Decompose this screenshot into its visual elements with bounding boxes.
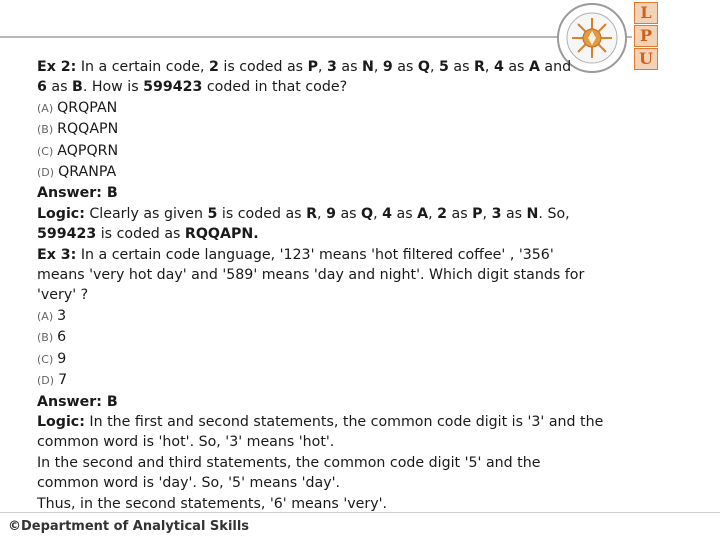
text-run: , xyxy=(428,205,438,222)
text-run: 2 xyxy=(209,59,219,75)
text-run: R xyxy=(306,205,318,222)
ex2-question-line xyxy=(37,57,677,77)
text-run: as xyxy=(392,59,418,75)
ex3-question-line xyxy=(37,245,677,265)
text-run: A xyxy=(528,59,540,75)
text-run: as xyxy=(335,205,362,222)
text-run: In a certain code, xyxy=(80,59,210,75)
text-run: R xyxy=(473,59,485,75)
text-run: as xyxy=(46,79,72,96)
text-run: as xyxy=(336,59,363,75)
text-run: B xyxy=(71,79,83,96)
ex2-option-d xyxy=(37,162,677,183)
text-run: 5 xyxy=(439,59,449,75)
text-run: is coded as xyxy=(217,205,307,222)
footer-rule xyxy=(0,512,720,513)
footer-copyright: ©Department of Analytical Skills xyxy=(8,519,250,534)
text-run: as xyxy=(501,205,527,222)
text-run: 599423 xyxy=(37,226,97,243)
option-text: AQPQRN xyxy=(57,142,119,159)
text-run: as xyxy=(392,205,418,222)
text-run: P xyxy=(472,205,483,222)
text-run: , xyxy=(373,205,383,222)
ex3-option-d xyxy=(37,370,677,391)
text-run: 3 xyxy=(491,205,502,222)
ex2-logic-line xyxy=(37,204,677,224)
text-run: In a certain code language, '123' means 'hot filtered coffee' , '356' xyxy=(76,246,554,263)
text-run: Q xyxy=(361,205,374,222)
option-text: 3 xyxy=(57,307,67,324)
text-run: P xyxy=(307,59,318,75)
option-letter: (D) xyxy=(37,166,55,180)
text-run: . So, xyxy=(538,205,570,222)
logo-letter: P xyxy=(634,25,658,47)
option-text: QRANPA xyxy=(58,164,117,181)
text-run: 6 xyxy=(37,79,47,96)
text-run: is coded as xyxy=(96,226,185,243)
ex2-option-a xyxy=(37,98,677,119)
text-run: , xyxy=(317,205,327,222)
logic-label: Logic: xyxy=(37,413,85,430)
ex3-logic-line: In the second and third statements, the common code digit '5' and the xyxy=(37,454,541,471)
slide-content xyxy=(37,57,677,514)
text-run: as xyxy=(503,59,529,75)
ex2-option-c xyxy=(37,141,677,162)
ex2-answer: Answer: B xyxy=(37,185,118,202)
option-text: QRQPAN xyxy=(57,99,118,116)
text-run: A xyxy=(417,205,429,222)
ex3-logic-line: common word is 'hot'. So, '3' means 'hot'. xyxy=(37,434,335,451)
text-run: 2 xyxy=(437,205,448,222)
text-run: 3 xyxy=(327,59,337,75)
ex3-logic-line: Thus, in the second statements, '6' means 'very'. xyxy=(37,495,387,512)
option-letter: (A) xyxy=(37,101,54,115)
ex3-option-c xyxy=(37,349,677,370)
text-run: 9 xyxy=(326,205,336,222)
text-run: Clearly as given xyxy=(84,205,208,222)
option-text: RQQAPN xyxy=(57,121,119,138)
ex3-question-line: means 'very hot day' and '589' means 'day and night'. Which digit stands for xyxy=(37,267,585,284)
text-run: , xyxy=(484,59,494,75)
text-run: , xyxy=(429,59,439,75)
ex3-question-line: 'very' ? xyxy=(37,287,89,304)
text-run: RQQAPN. xyxy=(184,226,259,243)
text-run: and xyxy=(539,59,572,75)
ex2-option-b xyxy=(37,119,677,140)
text-run: 4 xyxy=(382,205,393,222)
ex2-logic-line xyxy=(37,224,677,244)
ex2-question-line xyxy=(37,77,677,97)
ex3-title: Ex 3: xyxy=(37,246,77,263)
text-run: as xyxy=(447,205,473,222)
text-run: 4 xyxy=(493,59,504,75)
text-run: coded in that code? xyxy=(202,79,348,96)
logo-letter: U xyxy=(634,48,658,70)
option-letter: (D) xyxy=(37,374,55,388)
option-letter: (C) xyxy=(37,144,54,158)
ex2-title: Ex 2: xyxy=(37,59,77,75)
option-letter: (B) xyxy=(37,331,54,345)
ex3-answer: Answer: B xyxy=(37,393,118,410)
ex3-logic-line: common word is 'day'. So, '5' means 'day'. xyxy=(37,475,341,492)
logic-label: Logic: xyxy=(37,205,85,222)
text-run: N xyxy=(362,59,374,75)
text-run: , xyxy=(373,59,383,75)
text-run: In the first and second statements, the common code digit is '3' and the xyxy=(84,413,604,430)
ex3-option-b xyxy=(37,327,677,348)
header-rule xyxy=(0,36,632,38)
option-letter: (A) xyxy=(37,309,54,323)
text-run: , xyxy=(318,59,328,75)
ex3-logic-line xyxy=(37,412,677,432)
option-text: 7 xyxy=(58,372,68,389)
logo-letter: L xyxy=(634,2,658,24)
option-text: 9 xyxy=(57,350,67,367)
text-run: 5 xyxy=(207,205,218,222)
ex3-option-a xyxy=(37,306,677,327)
text-run: is coded as xyxy=(218,59,308,75)
text-run: 599423 xyxy=(143,79,203,96)
option-text: 6 xyxy=(57,329,67,346)
text-run: , xyxy=(482,205,492,222)
text-run: Q xyxy=(417,59,430,75)
option-letter: (B) xyxy=(37,123,54,137)
text-run: 9 xyxy=(382,59,393,75)
text-run: as xyxy=(448,59,474,75)
text-run: N xyxy=(526,205,539,222)
text-run: . How is xyxy=(82,79,144,96)
option-letter: (C) xyxy=(37,352,54,366)
